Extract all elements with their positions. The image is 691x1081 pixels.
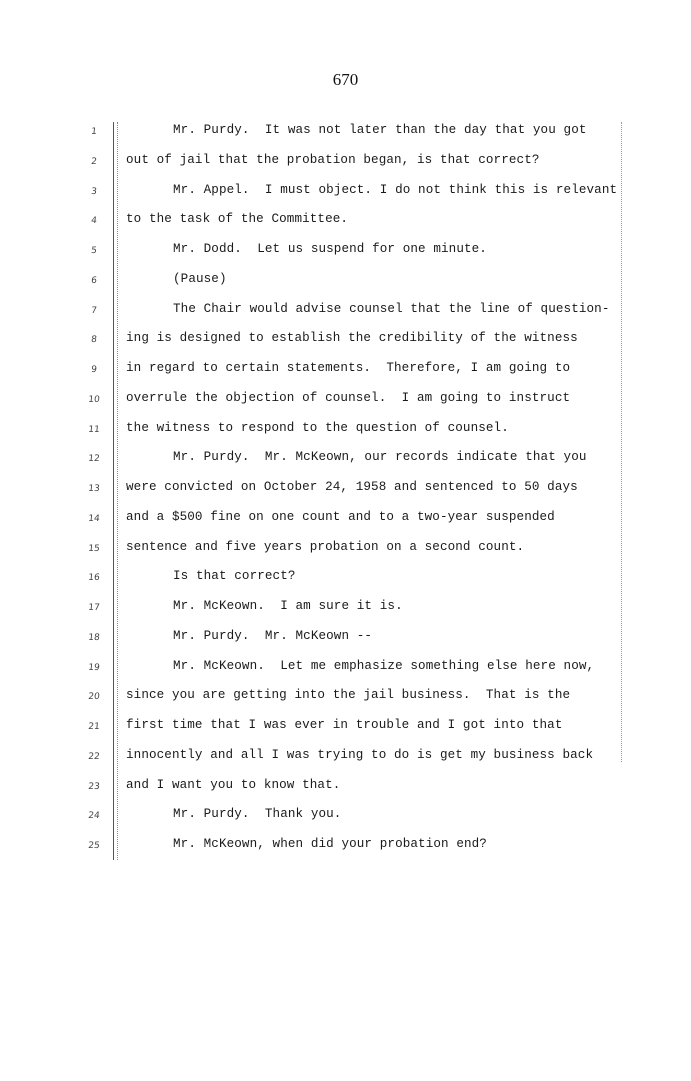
transcript-line xyxy=(0,743,691,773)
transcript-line xyxy=(0,118,691,148)
line-number: 17 xyxy=(87,603,101,613)
line-text: Mr. McKeown. Let me emphasize something else here now, xyxy=(173,658,595,673)
line-number: 9 xyxy=(90,365,98,375)
line-number: 14 xyxy=(87,513,101,524)
line-text: were convicted on October 24, 1958 and sentenced to 50 days xyxy=(126,480,578,494)
line-text: Mr. McKeown, when did your probation end? xyxy=(173,837,487,851)
transcript-line xyxy=(0,207,691,237)
line-number: 25 xyxy=(87,841,101,851)
transcript-line xyxy=(0,445,691,475)
transcript-line xyxy=(0,832,691,862)
transcript-line xyxy=(0,505,691,535)
line-number: 8 xyxy=(90,335,98,346)
line-number: 2 xyxy=(90,156,98,167)
line-text: Mr. Purdy. Mr. McKeown -- xyxy=(173,628,373,643)
line-number: 24 xyxy=(87,811,101,822)
line-text: ing is designed to establish the credibility of the witness xyxy=(126,331,578,346)
line-text: (Pause) xyxy=(173,271,227,286)
transcript-line xyxy=(0,386,691,416)
line-number: 1 xyxy=(90,127,98,137)
transcript-line xyxy=(0,713,691,743)
line-text: Mr. Purdy. It was not later than the day that you got xyxy=(173,123,587,137)
line-number: 10 xyxy=(87,394,101,405)
line-number: 21 xyxy=(87,722,101,732)
line-text: Mr. McKeown. I am sure it is. xyxy=(173,599,403,613)
line-text: Mr. Dodd. Let us suspend for one minute. xyxy=(173,242,487,256)
line-number: 3 xyxy=(90,186,98,197)
line-number: 5 xyxy=(90,246,98,256)
page-number: 670 xyxy=(332,70,359,89)
line-text: in regard to certain statements. Therefore, I am going to xyxy=(126,361,571,375)
line-text: Is that correct? xyxy=(173,569,296,584)
transcript-line xyxy=(0,326,691,356)
line-number: 23 xyxy=(87,781,101,792)
line-text: and I want you to know that. xyxy=(126,777,341,792)
transcript-line xyxy=(0,773,691,803)
transcript-line xyxy=(0,535,691,565)
line-text: Mr. Purdy. Mr. McKeown, our records indicate that you xyxy=(173,450,587,465)
transcript-line xyxy=(0,624,691,654)
transcript-line xyxy=(0,683,691,713)
line-text: overrule the objection of counsel. I am going to instruct xyxy=(126,390,571,405)
line-text: innocently and all I was trying to do is get my business back xyxy=(126,747,594,762)
line-text: Mr. Appel. I must object. I do not think this is relevant xyxy=(173,182,618,197)
transcript-line xyxy=(0,297,691,327)
line-text: sentence and five years probation on a second count. xyxy=(126,539,525,554)
transcript-line xyxy=(0,475,691,505)
line-number: 6 xyxy=(90,275,98,286)
line-text: first time that I was ever in trouble and I got into that xyxy=(126,718,563,732)
line-text: Mr. Purdy. Thank you. xyxy=(173,807,342,822)
transcript-line xyxy=(0,654,691,684)
line-number: 18 xyxy=(87,632,101,643)
transcript-line xyxy=(0,564,691,594)
line-number: 4 xyxy=(90,216,98,227)
line-text: the witness to respond to the question of counsel. xyxy=(126,420,509,435)
line-number: 20 xyxy=(87,692,101,703)
line-text: and a $500 fine on one count and to a two-year suspended xyxy=(126,509,555,524)
line-number: 16 xyxy=(87,573,101,584)
transcript-line xyxy=(0,148,691,178)
line-text: since you are getting into the jail business. That is the xyxy=(126,688,571,703)
line-number: 19 xyxy=(87,662,101,673)
line-number: 22 xyxy=(87,751,101,762)
line-number: 11 xyxy=(87,424,101,435)
line-number: 15 xyxy=(87,543,101,554)
transcript-line xyxy=(0,237,691,267)
transcript-line xyxy=(0,802,691,832)
line-number: 13 xyxy=(87,484,101,494)
line-number: 7 xyxy=(90,305,98,316)
transcript-body xyxy=(0,118,691,862)
line-text: The Chair would advise counsel that the line of question- xyxy=(173,301,610,316)
transcript-line xyxy=(0,267,691,297)
transcript-line xyxy=(0,356,691,386)
transcript-line xyxy=(0,416,691,446)
line-text: out of jail that the probation began, is that correct? xyxy=(126,152,540,167)
transcript-line xyxy=(0,594,691,624)
line-number: 12 xyxy=(87,454,101,465)
line-text: to the task of the Committee. xyxy=(126,212,349,227)
transcript-line xyxy=(0,178,691,208)
